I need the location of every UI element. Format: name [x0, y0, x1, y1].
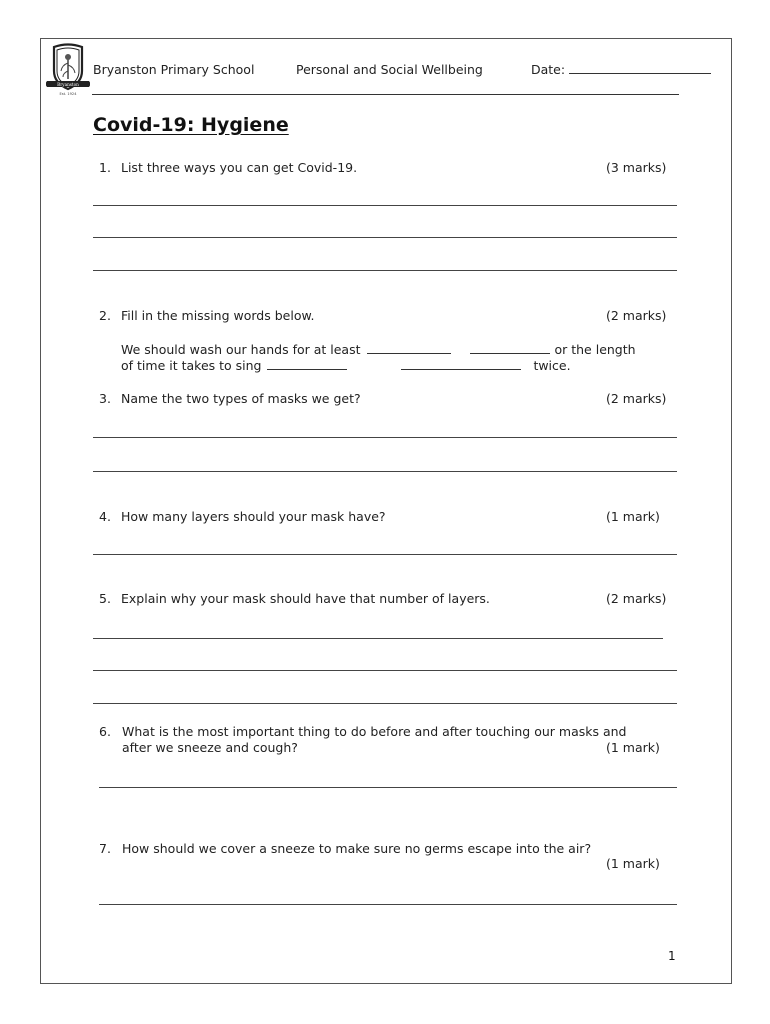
- fill-in-sentence-line-1: We should wash our hands for at least or the length: [121, 342, 636, 357]
- page-number: 1: [668, 949, 676, 963]
- question-5-number: 5.: [99, 591, 111, 606]
- answer-line[interactable]: [93, 670, 677, 671]
- question-6-number: 6.: [99, 724, 111, 739]
- fill-blank-4[interactable]: [401, 359, 521, 370]
- answer-line[interactable]: [93, 638, 663, 639]
- svg-text:Est. 1924: Est. 1924: [59, 92, 77, 96]
- question-7-text: How should we cover a sneeze to make sure no germs escape into the air?: [122, 841, 592, 856]
- question-6-text-continued: after we sneeze and cough?: [122, 740, 298, 755]
- answer-line[interactable]: [93, 703, 677, 704]
- question-1-text: List three ways you can get Covid-19.: [121, 160, 358, 175]
- question-5-text: Explain why your mask should have that number of layers.: [121, 591, 490, 606]
- answer-line[interactable]: [93, 554, 677, 555]
- question-7-number: 7.: [99, 841, 111, 856]
- question-7-marks: (1 mark): [606, 856, 660, 871]
- subject-name: Personal and Social Wellbeing: [296, 62, 483, 77]
- fill-blank-2[interactable]: [470, 343, 550, 354]
- question-3-text: Name the two types of masks we get?: [121, 391, 361, 406]
- question-4-text: How many layers should your mask have?: [121, 509, 386, 524]
- date-label: Date:: [531, 62, 570, 77]
- question-4-marks: (1 mark): [606, 509, 660, 524]
- question-5-marks: (2 marks): [606, 591, 667, 606]
- question-2-text: Fill in the missing words below.: [121, 308, 315, 323]
- header-rule: [92, 94, 679, 95]
- answer-line[interactable]: [99, 787, 677, 788]
- question-3-marks: (2 marks): [606, 391, 667, 406]
- question-4-number: 4.: [99, 509, 111, 524]
- svg-text:Bryanston: Bryanston: [57, 82, 79, 87]
- question-3-number: 3.: [99, 391, 111, 406]
- question-1-marks: (3 marks): [606, 160, 667, 175]
- fill-blank-3[interactable]: [267, 359, 347, 370]
- question-6-text: What is the most important thing to do before and after touching our masks and: [122, 724, 627, 739]
- fill-in-sentence-line-2: of time it takes to sing twice.: [121, 358, 571, 373]
- answer-line[interactable]: [99, 904, 677, 905]
- question-2-number: 2.: [99, 308, 111, 323]
- answer-line[interactable]: [93, 237, 677, 238]
- fill-blank-1[interactable]: [367, 343, 451, 354]
- school-crest-logo: [46, 43, 90, 97]
- answer-line[interactable]: [93, 471, 677, 472]
- date-blank[interactable]: [569, 63, 711, 74]
- question-6-marks: (1 mark): [606, 740, 660, 755]
- worksheet-title: Covid-19: Hygiene: [93, 114, 289, 136]
- question-1-number: 1.: [99, 160, 111, 175]
- answer-line[interactable]: [93, 205, 677, 206]
- answer-line[interactable]: [93, 437, 677, 438]
- school-name: Bryanston Primary School: [93, 62, 255, 77]
- answer-line[interactable]: [93, 270, 677, 271]
- date-field[interactable]: [531, 62, 711, 77]
- question-2-marks: (2 marks): [606, 308, 667, 323]
